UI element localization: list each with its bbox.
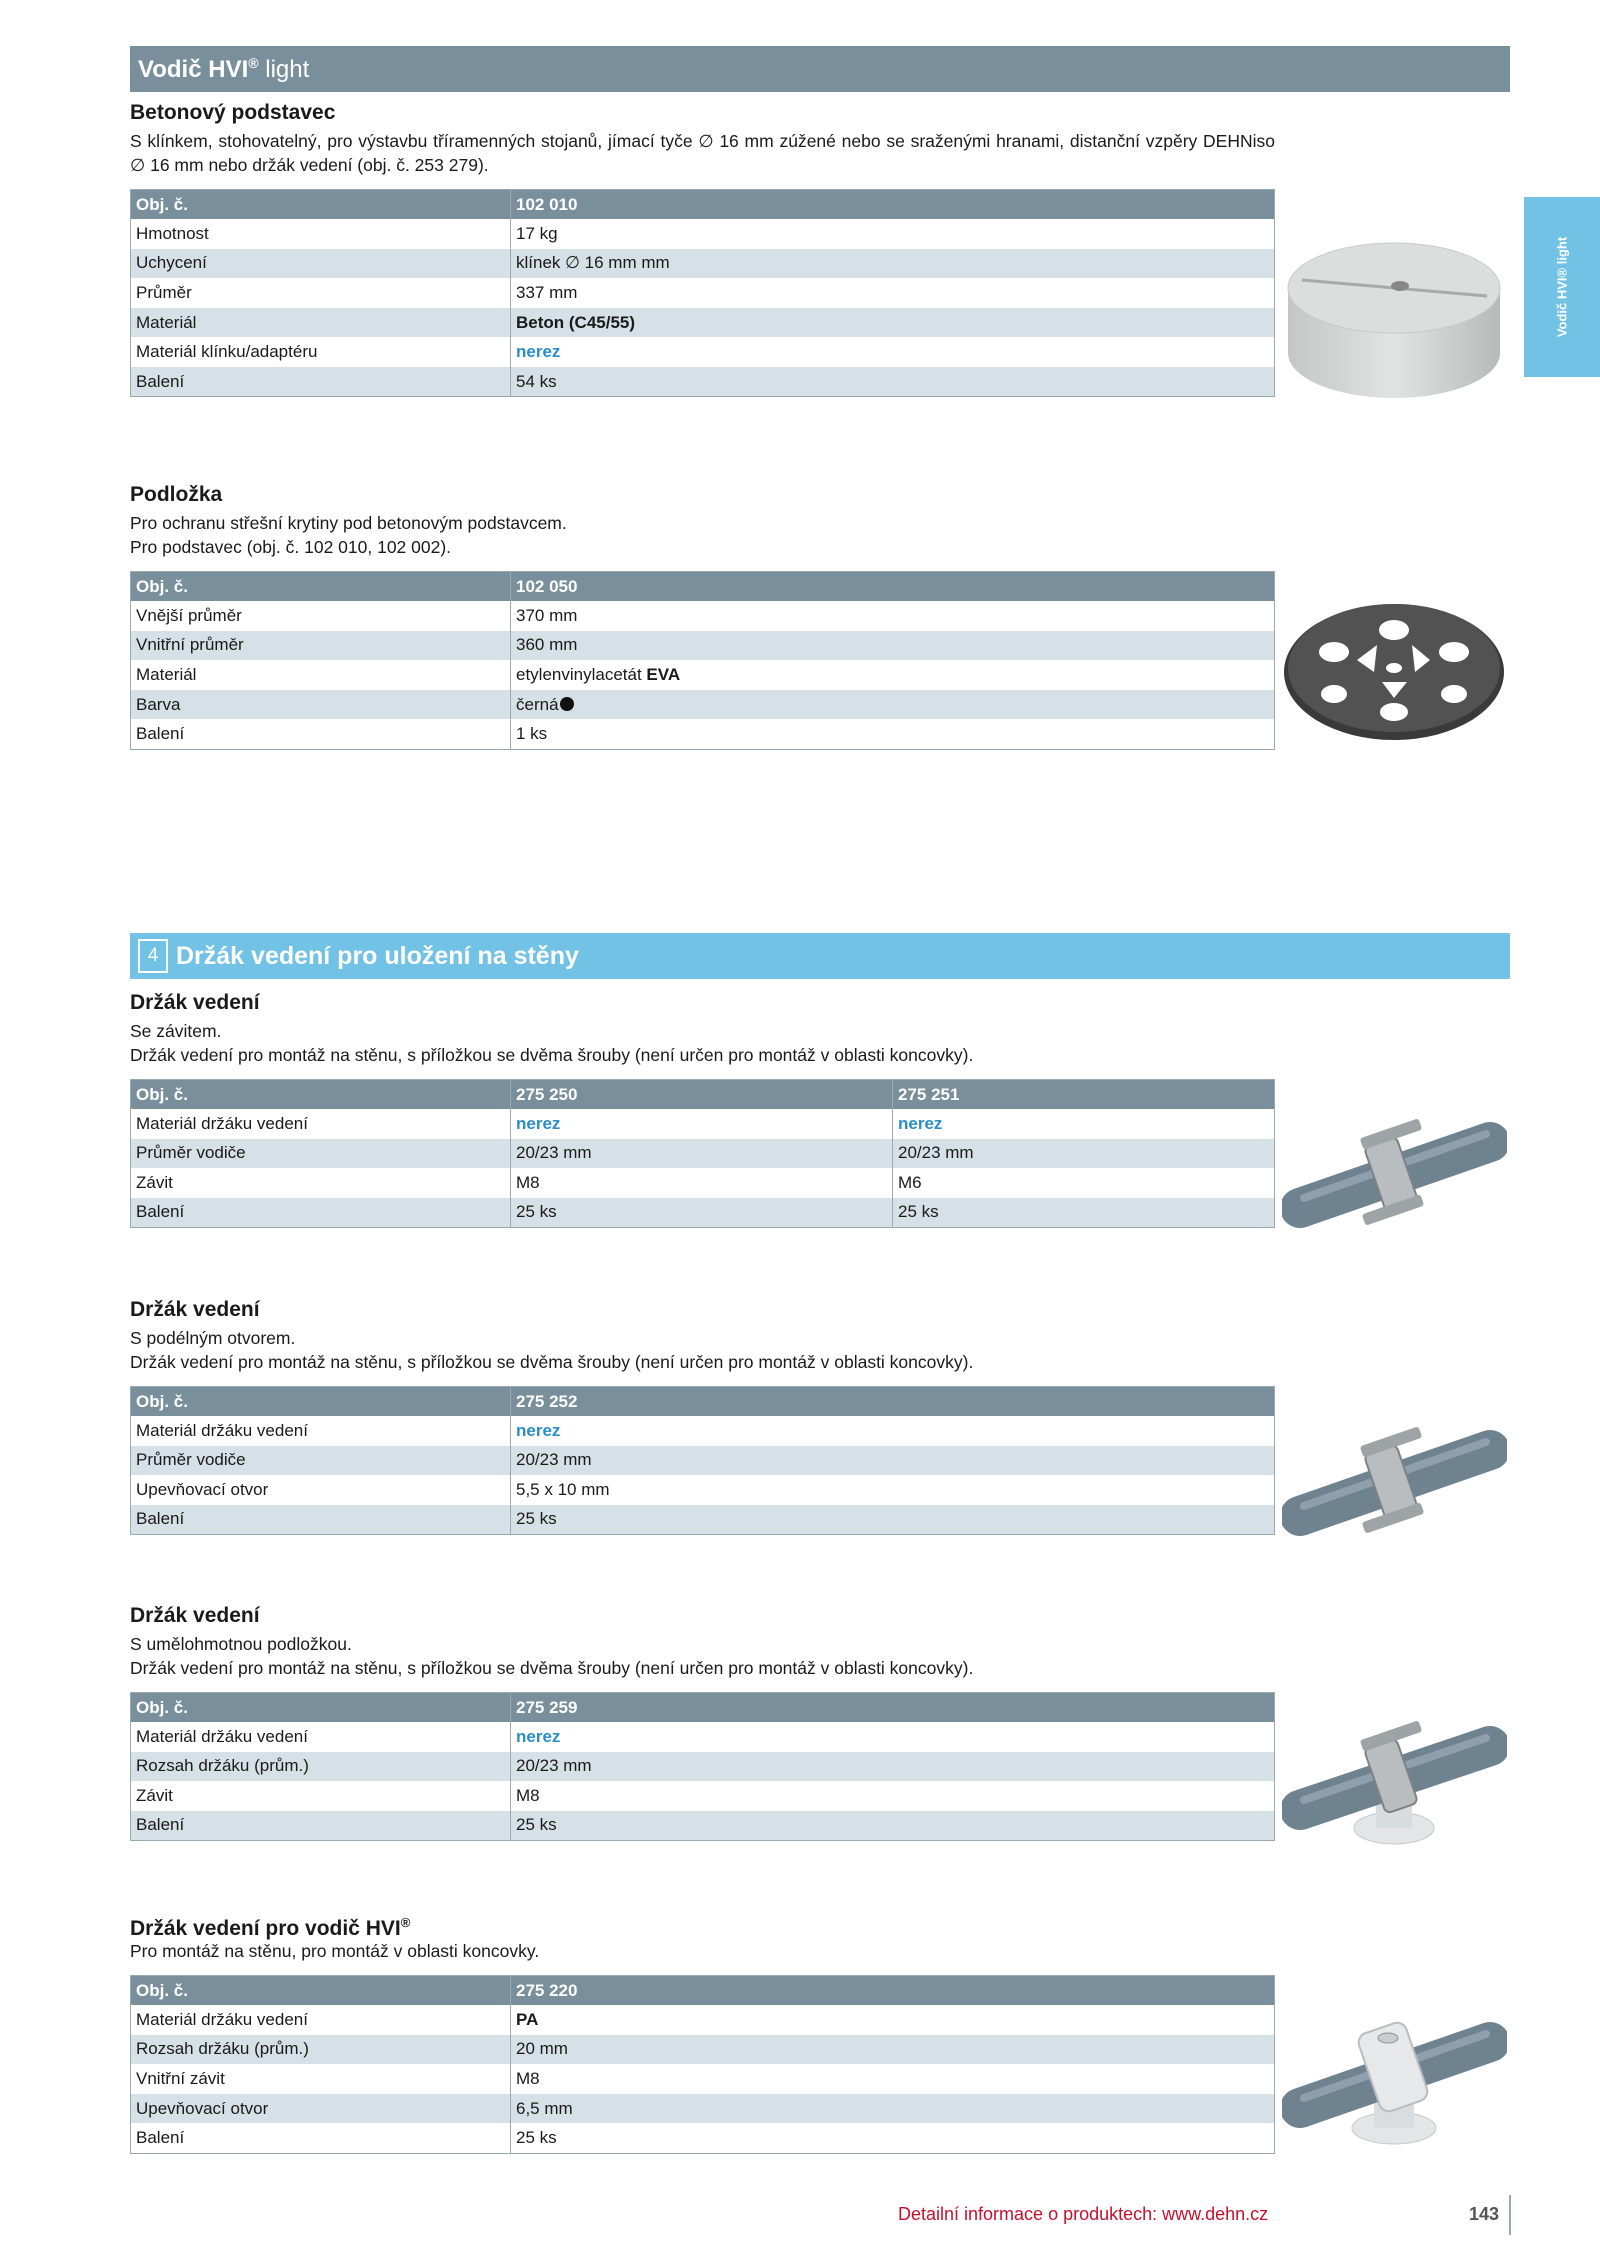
- side-tab-label: Vodič HVI® light: [1554, 236, 1570, 338]
- table-row: Průměr vodiče 20/23 mm: [131, 1446, 1275, 1476]
- spec-table: [130, 1692, 1275, 1841]
- table-row: Materiál držáku vedení nerez: [131, 1722, 1275, 1752]
- spec-table: [130, 189, 1275, 397]
- section-title: Betonový podstavec: [130, 101, 336, 124]
- page-header-title: Vodič HVI® light: [138, 54, 310, 83]
- table-row: Materiál držáku vedení PA: [131, 2005, 1275, 2035]
- table-row: Balení 25 ks: [131, 2123, 1275, 2153]
- table-row: Materiál etylenvinylacetát EVA: [131, 660, 1275, 690]
- table-row: Závit M8 M6: [131, 1168, 1275, 1198]
- table-header-row: Obj. č. 275 259: [131, 1693, 1275, 1723]
- black-color-dot-icon: [560, 697, 574, 711]
- section-holder-slotted: [130, 1297, 1275, 1535]
- section-description: Pro ochranu střešní krytiny pod betonovým podstavcem. Pro podstavec (obj. č. 102 010, 102 002).: [130, 513, 567, 557]
- table-row: Materiál držáku vedení nerez: [131, 1416, 1275, 1446]
- section-title: Podložka: [130, 483, 223, 506]
- spec-table: [130, 1386, 1275, 1535]
- table-row: Rozsah držáku (prům.) 20 mm: [131, 2035, 1275, 2065]
- spec-table: [130, 1975, 1275, 2154]
- table-row: Balení 25 ks 25 ks: [131, 1198, 1275, 1228]
- table-header-row: Obj. č. 102 050: [131, 572, 1275, 602]
- rubber-pad-image: [1282, 590, 1507, 750]
- table-row: Závit M8: [131, 1781, 1275, 1811]
- table-row: Hmotnost 17 kg: [131, 219, 1275, 249]
- table-row: Materiál klínku/adaptéru nerez: [131, 337, 1275, 367]
- table-row: Balení 1 ks: [131, 719, 1275, 749]
- section-holder-plastic-base: [130, 1603, 1275, 1841]
- section-pad: [130, 482, 1275, 750]
- section-description: S klínkem, stohovatelný, pro výstavbu tříramenných stojanů, jímací tyče ∅ 16 mm zúžené nebo se sraženými hranami, distanční vzpěry DEHNiso ∅ 16 mm nebo držák vedení (obj. č. 253 279).: [130, 131, 1275, 175]
- holder-threaded-image: [1282, 1100, 1507, 1235]
- table-row: Materiál držáku vedení nerez nerez: [131, 1109, 1275, 1139]
- table-row: Vnitřní průměr 360 mm: [131, 631, 1275, 661]
- concrete-base-image: [1282, 228, 1507, 418]
- holder-hvi-image: [1282, 2000, 1507, 2150]
- table-row: Balení 25 ks: [131, 1505, 1275, 1535]
- spec-table: [130, 571, 1275, 750]
- table-row: Průměr 337 mm: [131, 278, 1275, 308]
- spec-table: [130, 1079, 1275, 1228]
- page-header-banner: [130, 46, 1510, 92]
- table-row: Balení 25 ks: [131, 1811, 1275, 1841]
- table-row: Rozsah držáku (prům.) 20/23 mm: [131, 1752, 1275, 1782]
- table-row: Vnější průměr 370 mm: [131, 601, 1275, 631]
- holder-slotted-image: [1282, 1408, 1507, 1543]
- section-description: S podélným otvorem. Držák vedení pro montáž na stěnu, s příložkou se dvěma šrouby (není určen pro montáž v oblasti koncovky).: [130, 1328, 974, 1372]
- footer-divider: [1509, 2195, 1511, 2235]
- table-row: Balení 54 ks: [131, 367, 1275, 397]
- section-banner: [130, 933, 1510, 979]
- table-row: Průměr vodiče 20/23 mm 20/23 mm: [131, 1139, 1275, 1169]
- table-row: Upevňovací otvor 5,5 x 10 mm: [131, 1475, 1275, 1505]
- table-header-row: Obj. č. 102 010: [131, 190, 1275, 220]
- section-banner-title: Držák vedení pro uložení na stěny: [176, 941, 579, 970]
- footer-website-link[interactable]: Detailní informace o produktech: www.dehn.cz: [898, 2204, 1269, 2224]
- table-row: Upevňovací otvor 6,5 mm: [131, 2094, 1275, 2124]
- table-row: Uchycení klínek ∅ 16 mm mm: [131, 249, 1275, 279]
- table-row: Materiál Beton (C45/55): [131, 308, 1275, 338]
- side-chapter-tab[interactable]: [1524, 197, 1600, 377]
- section-description: Se závitem. Držák vedení pro montáž na stěnu, s příložkou se dvěma šrouby (není určen pro montáž v oblasti koncovky).: [130, 1021, 974, 1065]
- section-title: Držák vedení: [130, 991, 260, 1014]
- table-row: Vnitřní závit M8: [131, 2064, 1275, 2094]
- section-holder-threaded: [130, 990, 1275, 1228]
- holder-plastic-base-image: [1282, 1710, 1507, 1850]
- section-description: Pro montáž na stěnu, pro montáž v oblasti koncovky.: [130, 1941, 540, 1961]
- table-row: Barva černá: [131, 690, 1275, 720]
- section-title: Držák vedení: [130, 1604, 260, 1627]
- page-number: 143: [1469, 2204, 1500, 2224]
- section-title: Držák vedení pro vodič HVI®: [130, 1915, 411, 1940]
- table-header-row: Obj. č. 275 252: [131, 1387, 1275, 1417]
- table-header-row: Obj. č. 275 250 275 251: [131, 1080, 1275, 1110]
- section-holder-hvi: [130, 1910, 1275, 2154]
- section-concrete-base: [130, 100, 1275, 397]
- section-number-badge: 4: [138, 939, 168, 973]
- table-header-row: Obj. č. 275 220: [131, 1976, 1275, 2006]
- section-description: S umělohmotnou podložkou. Držák vedení pro montáž na stěnu, s příložkou se dvěma šrouby (není určen pro montáž v oblasti koncovky).: [130, 1634, 974, 1678]
- section-title: Držák vedení: [130, 1298, 260, 1321]
